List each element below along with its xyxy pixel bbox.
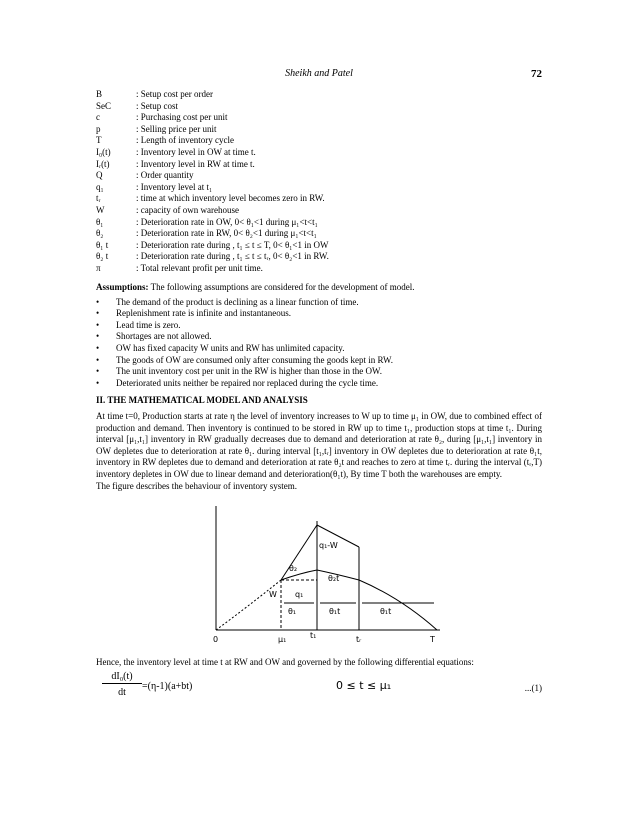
section-paragraph: At time t=0, Production starts at rate η the level of inventory increases to W up to time μ₁ in OW, due to combined effect of production and demand. Then inventory is continued to be stored in RW up to time t₁, production stops at time t₁. During interval [μ₁,t₁] inventory in RW gradually decreases due to demand and deterioration at rate θ₂, during [μ₁,t₁] inventory in OW depletes due to deterioration at rate θ₁. during interval [t₁,tᵣ] inventory in OW depletes due to deterioration at rate θ₁t, inventory in RW depletes due to demand and deterioration at rate θ₂t and reaches to zero at time tᵣ. during the interval (tᵣ,T) inventory depletes in OW due to linear demand and deterioration(θ₁t), By time T both the warehouses are empty. [96,410,542,479]
running-title: Sheikh and Patel [285,68,353,79]
notation-definition: : Inventory level at t₁ [136,181,213,192]
figure-intro: The figure describes the behaviour of inventory system. [96,480,297,491]
label-q1: q₁ [295,590,304,599]
assumptions-label: Assumptions: [96,282,149,292]
list-item [96,378,542,390]
notation-symbol: θ₂ [96,228,104,239]
notation-definition: : Inventory level in OW at time t. [136,146,256,157]
section-heading: II. THE MATHEMATICAL MODEL AND ANALYSIS [96,395,308,406]
bullet-icon: • [96,319,100,330]
notation-symbol: Iᵣ(t) [96,158,110,169]
notation-symbol: θ₁ t [96,239,109,250]
notation-definition: : Deterioration rate during , t₁ ≤ t ≤ tᵣ, 0< θ₂<1 in RW. [136,251,329,262]
list-item [96,366,542,378]
assumptions-intro-text: The following assumptions are considered for the development of model. [148,282,415,292]
notation-symbol: W [96,204,105,215]
notation-definition: : Total relevant profit per unit time. [136,262,263,273]
notation-definition: : Deterioration rate in OW, 0< θ₁<1 during μ₁<t<t₁ [136,216,318,227]
notation-symbol: q₁ [96,181,104,192]
bullet-icon: • [96,354,100,365]
list-item [96,355,542,367]
assumptions-intro [96,282,542,294]
label-mu1: μ₁ [278,635,287,644]
notation-definition: : time at which inventory level becomes zero in RW. [136,193,325,204]
bullet-icon: • [96,377,100,388]
label-T: T [430,635,435,644]
notation-symbol: I₀(t) [96,146,111,157]
notation-symbol: c [96,112,100,123]
notation-row [96,263,546,275]
notation-definition: : Setup cost per order [136,89,213,99]
assumption-text: The goods of OW are consumed only after consuming the goods kept in RW. [116,354,393,365]
equation-range: 0 ≤ t ≤ μ₁ [336,679,392,692]
notation-definition: : Purchasing cost per unit [136,112,228,123]
list-item [96,320,542,332]
assumption-text: Deteriorated units neither be repaired nor replaced during the cycle time. [116,377,379,388]
assumptions-list [96,297,542,390]
notation-definition: : Selling price per unit [136,123,217,134]
rw-rise [281,525,317,580]
equation-rhs: =(η-1)(a+bt) [142,681,193,692]
bullet-icon: • [96,296,100,307]
assumption-text: The demand of the product is declining as a linear function of time. [116,296,359,307]
notation-row [96,101,546,113]
inventory-figure [206,503,446,651]
assumption-text: Shortages are not allowed. [116,331,212,342]
label-origin: 0 [213,635,219,644]
assumption-text: Replenishment rate is infinite and instantaneous. [116,308,291,319]
equation-numerator: dI₀(t) [102,671,142,684]
bullet-icon: • [96,342,100,353]
label-theta1t-b: θ₁t [380,607,392,616]
notation-definition: : capacity of own warehouse [136,204,239,215]
list-item [96,308,542,320]
notation-row [96,159,546,171]
notation-symbol: SeC [96,100,112,111]
notation-definition: : Order quantity [136,170,194,181]
notation-symbol: π [96,262,101,273]
notation-row [96,193,546,205]
label-t1: t₁ [310,631,317,640]
assumption-text: Lead time is zero. [116,319,181,330]
equation-1 [96,671,542,715]
notation-row [96,112,546,124]
notation-symbol: T [96,135,102,146]
notation-row [96,124,546,136]
notation-definition: : Inventory level in RW at time t. [136,158,255,169]
bullet-icon: • [96,331,100,342]
notation-row [96,217,546,229]
notation-row [96,182,546,194]
notation-symbol: p [96,123,101,134]
list-item [96,343,542,355]
notation-row [96,135,546,147]
notation-symbol: θ₂ t [96,251,109,262]
assumption-text: The unit inventory cost per unit in the RW is higher than those in the OW. [116,366,382,377]
equation-fraction [102,671,142,698]
list-item [96,297,542,309]
after-figure-text: Hence, the inventory level at time t at RW and OW and governed by the following differential equations: [96,657,474,667]
page-header [96,68,542,82]
assumption-text: OW has fixed capacity W units and RW has unlimited capacity. [116,342,345,353]
notation-definition: : Setup cost [136,100,178,111]
notation-symbol: Q [96,170,103,181]
production-curve [216,580,281,630]
equation-denominator: dt [118,687,126,698]
label-theta2t: θ₂t [328,574,340,583]
body-text [96,282,542,492]
label-q1-minus-w: q₁-W [319,541,338,550]
notation-symbol: θ₁ [96,216,104,227]
bullet-icon: • [96,366,100,377]
notation-row [96,251,546,263]
ow-decline-c [359,580,437,630]
page-number: 72 [531,68,542,80]
notation-row [96,205,546,217]
notation-symbol: B [96,89,103,99]
label-theta1: θ₁ [288,607,297,616]
notation-definition: : Deterioration rate during , t₁ ≤ t ≤ T, 0< θ₁<1 in OW [136,239,329,250]
list-item [96,331,542,343]
notation-definition: : Deterioration rate in RW, 0< θ₂<1 during μ₁<t<t₁ [136,228,317,239]
notation-row [96,240,546,252]
label-theta2: θ₂ [289,564,298,573]
equation-number: ...(1) [524,683,542,693]
notation-definition: : Length of inventory cycle [136,135,234,146]
notation-row [96,147,546,159]
bullet-icon: • [96,308,100,319]
notation-row [96,228,546,240]
notation-row [96,89,546,101]
label-theta1t-a: θ₁t [329,607,341,616]
notation-list [96,89,546,275]
label-w: W [269,590,277,599]
notation-symbol: tᵣ [96,193,101,204]
label-tr: tᵣ [356,635,362,644]
notation-row [96,170,546,182]
